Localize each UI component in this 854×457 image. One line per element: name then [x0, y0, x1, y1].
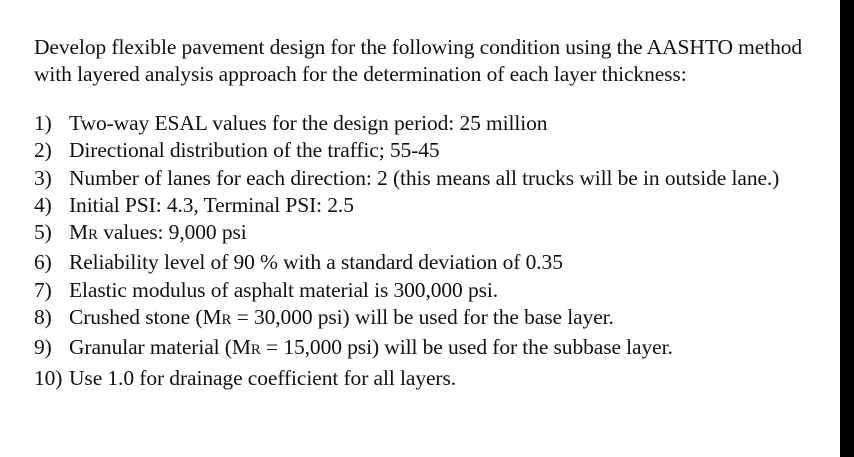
item-number: 9)	[34, 335, 52, 360]
right-edge-bar	[840, 0, 854, 457]
condition-list	[34, 110, 834, 392]
item-text: Reliability level of 90 % with a standard deviation of 0.35	[69, 250, 563, 275]
item-text	[69, 334, 834, 364]
list-item	[34, 365, 834, 392]
item-number: 7)	[34, 277, 52, 302]
item-number: 1)	[34, 111, 52, 135]
item-text: Number of lanes for each direction: 2 (this means all trucks will be in outside lane.)	[69, 165, 780, 190]
subscript-r: R	[221, 312, 232, 329]
subscript-r: R	[88, 227, 98, 244]
item-text-pre: M	[69, 220, 89, 245]
item-text-post: values: 9,000 psi	[97, 220, 247, 245]
list-item	[34, 249, 834, 276]
item-number: 10)	[34, 365, 63, 390]
item-number: 3)	[34, 165, 52, 190]
list-item	[34, 277, 834, 304]
item-text: Initial PSI: 4.3, Terminal PSI: 2.5	[69, 192, 354, 217]
item-text	[69, 219, 834, 249]
list-item	[34, 334, 834, 364]
item-text: Use 1.0 for drainage coefficient for all layers.	[69, 365, 457, 390]
problem-statement	[34, 34, 834, 392]
list-item	[34, 110, 834, 137]
item-text-post: = 30,000 psi) will be used for the base layer.	[231, 305, 614, 330]
item-text: Directional distribution of the traffic; 55-45	[69, 138, 440, 163]
item-number: 5)	[34, 220, 52, 245]
item-number: 2)	[34, 138, 52, 163]
item-text-post: = 15,000 psi) will be used for the subbase layer.	[260, 335, 673, 360]
item-text: Two-way ESAL values for the design period: 25 million	[69, 111, 548, 135]
list-item	[34, 219, 834, 249]
item-number: 4)	[34, 192, 52, 217]
intro-paragraph: Develop flexible pavement design for the following condition using the AASHTO method with layered analysis approach for the determination of each layer thickness:	[34, 35, 803, 86]
item-number: 8)	[34, 305, 52, 330]
item-text: Elastic modulus of asphalt material is 300,000 psi.	[69, 277, 499, 302]
subscript-r: R	[250, 342, 261, 359]
item-number: 6)	[34, 250, 52, 275]
list-item	[34, 137, 834, 164]
list-item	[34, 304, 834, 334]
list-item	[34, 192, 834, 219]
list-item	[34, 165, 834, 192]
item-text-pre: Crushed stone (M	[69, 305, 222, 330]
item-text	[69, 304, 834, 334]
item-text-pre: Granular material (M	[69, 335, 251, 360]
